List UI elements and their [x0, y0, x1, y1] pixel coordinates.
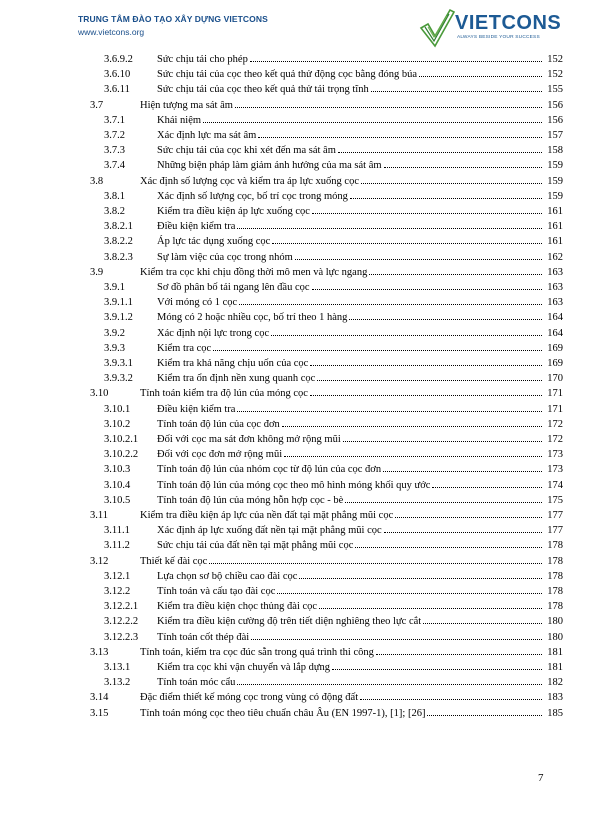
toc-entry-number: 3.8 [90, 175, 104, 187]
dot-leader [235, 107, 542, 108]
toc-entry-title: Khái niệm [157, 114, 202, 126]
toc-entry-page: 171 [547, 388, 563, 400]
dot-leader [384, 532, 542, 533]
toc-entry-number: 3.10.2.2 [104, 449, 139, 461]
toc-entry-title: Lựa chọn sơ bộ chiều cao đài cọc [157, 570, 298, 582]
toc-entry-page: 155 [547, 84, 563, 96]
toc-entry-line [157, 523, 563, 538]
toc-entry-number: 3.6.11 [104, 84, 130, 96]
toc-entry-line [157, 402, 563, 417]
toc-entry-title: Tính toán cốt thép đài [157, 631, 250, 643]
dot-leader [332, 669, 542, 670]
toc-entry-title: Thiết kế đài cọc [140, 555, 208, 567]
toc-entry-line [157, 569, 563, 584]
toc-entry-number: 3.8.2.3 [104, 251, 133, 263]
toc-entry-number: 3.7.2 [104, 130, 125, 141]
dot-leader [237, 684, 542, 685]
toc-entry-page: 178 [547, 555, 563, 567]
dot-leader [312, 289, 542, 290]
toc-entry-line [157, 82, 563, 97]
toc-entry-number: 3.10 [90, 388, 109, 400]
toc-entry[interactable] [0, 128, 591, 143]
dot-leader [272, 243, 542, 244]
dot-leader [250, 61, 542, 62]
toc-entry-number: 3.10.2 [104, 418, 131, 430]
toc-entry-line [157, 584, 563, 599]
toc-entry-line [157, 250, 563, 265]
toc-entry-page: 161 [547, 221, 563, 233]
dot-leader [237, 228, 542, 229]
toc-entry-title: Tính toán móc cẩu [157, 677, 236, 689]
dot-leader [369, 274, 542, 275]
toc-entry-page: 178 [547, 601, 563, 613]
toc-entry-page: 172 [547, 434, 563, 445]
dot-leader [376, 654, 542, 655]
toc-entry-page: 181 [547, 662, 563, 673]
toc-entry-line [140, 174, 563, 189]
toc-entry-line [157, 630, 563, 645]
dot-leader [355, 547, 542, 548]
toc-entry-title: Tính toán độ lún của nhóm cọc từ độ lún của cọc đơn [157, 464, 382, 476]
toc-entry-page: 159 [547, 190, 563, 202]
toc-entry-page: 185 [547, 707, 563, 719]
toc-entry-number: 3.10.2.1 [104, 434, 139, 445]
toc-entry[interactable] [0, 265, 591, 280]
toc-entry-number: 3.11.2 [104, 540, 130, 552]
toc-entry[interactable] [0, 417, 591, 432]
toc-entry-title: Tính toán độ lún của móng cọc theo mô hình móng khối quy ước [157, 479, 431, 491]
toc-entry-number: 3.10.4 [104, 479, 131, 491]
toc-entry[interactable] [0, 280, 591, 295]
toc-entry[interactable] [0, 554, 591, 569]
dot-leader [423, 623, 542, 624]
toc-entry[interactable] [0, 341, 591, 356]
dot-leader [345, 502, 542, 503]
toc-entry[interactable] [0, 493, 591, 508]
toc-entry-title: Hiện tượng ma sát âm [140, 99, 233, 111]
toc-entry-number: 3.9.1 [104, 282, 125, 293]
toc-entry-line [140, 554, 563, 569]
toc-entry-number: 3.6.10 [104, 69, 131, 81]
toc-entry-title: Tính toán kiểm tra độ lún của móng cọc [140, 388, 308, 400]
dot-leader [213, 350, 542, 351]
toc-entry-number: 3.7.1 [104, 114, 125, 126]
toc-entry-number: 3.14 [90, 692, 109, 704]
toc-entry-title: Điều kiện kiểm tra [157, 403, 236, 415]
dot-leader [350, 198, 542, 199]
toc-entry-line [157, 599, 563, 614]
toc-entry-title: Sức chịu tải của cọc khi xét đến ma sát âm [157, 145, 336, 157]
toc-entry-title: Kiểm tra điều kiện cường độ trên tiết diện nghiêng theo lực cắt [157, 616, 422, 628]
vietcons-logo [419, 8, 569, 48]
toc-entry-page: 171 [547, 403, 563, 415]
toc-entry-line [140, 706, 563, 721]
toc-entry-page: 178 [547, 540, 563, 552]
toc-entry-page: 162 [547, 251, 563, 263]
toc-entry-page: 156 [547, 99, 563, 111]
toc-entry-page: 183 [547, 692, 563, 704]
dot-leader [432, 487, 542, 488]
toc-entry-page: 170 [547, 373, 563, 385]
toc-entry-title: Xác định số lượng cọc, bố trí cọc trong móng [157, 190, 348, 202]
toc-entry-title: Sức chịu tải của cọc theo kết quả thử tải trọng tĩnh [157, 84, 369, 96]
toc-entry-line [157, 189, 563, 204]
toc-entry[interactable] [0, 706, 591, 721]
dot-leader [209, 563, 542, 564]
toc-entry[interactable] [0, 478, 591, 493]
toc-entry-line [157, 52, 563, 67]
toc-entry[interactable] [0, 675, 591, 690]
toc-entry[interactable] [0, 584, 591, 599]
toc-entry[interactable] [0, 356, 591, 371]
dot-leader [343, 441, 542, 442]
toc-entry-page: 161 [547, 206, 563, 217]
dot-leader [338, 152, 542, 153]
toc-entry[interactable] [0, 234, 591, 249]
dot-leader [239, 304, 542, 305]
toc-entry-number: 3.12.2.2 [104, 616, 139, 628]
toc-entry[interactable] [0, 67, 591, 82]
dot-leader [258, 137, 542, 138]
toc-entry-page: 180 [547, 616, 563, 628]
toc-entry-page: 180 [547, 631, 563, 643]
logo-tagline: ALWAYS BESIDE YOUR SUCCESS [457, 35, 540, 40]
dot-leader [383, 471, 542, 472]
toc-entry[interactable] [0, 630, 591, 645]
toc-entry-number: 3.9.3 [104, 342, 125, 354]
toc-entry-number: 3.6.9.2 [104, 54, 133, 65]
toc-entry[interactable] [0, 402, 591, 417]
toc-entry-title: Kiểm tra điều kiện áp lực xuống cọc [157, 206, 310, 217]
toc-entry-line [157, 295, 563, 310]
toc-entry-line [140, 645, 563, 660]
toc-entry-page: 173 [547, 449, 563, 461]
toc-entry-page: 181 [547, 646, 563, 658]
org-name: TRUNG TÂM ĐÀO TẠO XÂY DỰNG VIETCONS [78, 14, 268, 24]
toc-entry-line [157, 493, 563, 508]
toc-entry-line [157, 234, 563, 249]
toc-entry-title: Kiểm tra điều kiện chọc thủng đài cọc [157, 601, 318, 613]
toc-entry[interactable] [0, 614, 591, 629]
dot-leader [419, 76, 542, 77]
toc-entry-title: Đối với cọc đơn mở rộng mũi [157, 449, 283, 461]
toc-entry-page: 158 [547, 145, 563, 157]
toc-entry-page: 182 [547, 677, 563, 689]
toc-entry-title: Đối với cọc ma sát đơn không mở rộng mũi [157, 434, 341, 445]
toc-entry[interactable] [0, 143, 591, 158]
dot-leader [395, 517, 542, 518]
toc-entry-number: 3.8.1 [104, 190, 125, 202]
toc-entry-title: Sự làm việc của cọc trong nhóm [157, 251, 293, 263]
toc-entry-number: 3.7 [90, 99, 104, 111]
dot-leader [237, 411, 542, 412]
toc-entry-title: Xác định số lượng cọc và kiểm tra áp lực xuống cọc [140, 175, 359, 187]
toc-entry-line [157, 371, 563, 386]
toc-entry-number: 3.12.2.1 [104, 601, 139, 613]
page-number: 7 [538, 772, 544, 784]
toc-entry-line [157, 143, 563, 158]
toc-entry-page: 164 [547, 327, 563, 339]
toc-entry-page: 152 [547, 69, 563, 81]
toc-entry-number: 3.12.2.3 [104, 631, 139, 643]
toc-entry-title: Móng có 2 hoặc nhiều cọc, bố trí theo 1 hàng [157, 312, 348, 324]
toc-entry[interactable] [0, 645, 591, 660]
toc-entry-title: Kiểm tra cọc [157, 342, 212, 354]
toc-entry-title: Áp lực tác dụng xuống cọc [157, 236, 271, 248]
toc-entry-line [157, 219, 563, 234]
toc-entry-line [157, 675, 563, 690]
toc-entry-page: 163 [547, 297, 563, 309]
dot-leader [277, 593, 542, 594]
toc-entry-page: 152 [547, 54, 563, 65]
toc-entry-title: Xác định nội lực trong cọc [157, 327, 270, 339]
toc-entry-line [140, 508, 563, 523]
toc-entry[interactable] [0, 219, 591, 234]
toc-entry-page: 163 [547, 282, 563, 293]
toc-entry-line [157, 310, 563, 325]
toc-entry-page: 159 [547, 175, 563, 187]
toc-entry-number: 3.8.2.2 [104, 236, 133, 248]
toc-entry-number: 3.7.4 [104, 160, 125, 172]
toc-entry-number: 3.8.2.1 [104, 221, 133, 233]
toc-entry[interactable] [0, 310, 591, 325]
toc-entry-line [157, 417, 563, 432]
toc-entry-line [140, 386, 563, 401]
toc-entry-number: 3.12.2 [104, 586, 131, 597]
dot-leader [312, 213, 542, 214]
toc-entry-page: 174 [547, 479, 563, 491]
dot-leader [284, 456, 542, 457]
toc-entry[interactable] [0, 432, 591, 447]
toc-entry-line [157, 113, 563, 128]
toc-entry-page: 172 [547, 418, 563, 430]
toc-entry-title: Sức chịu tải cho phép [157, 54, 248, 65]
toc-entry-number: 3.9.3.1 [104, 358, 133, 369]
dot-leader [310, 395, 542, 396]
dot-leader [251, 639, 542, 640]
toc-entry[interactable] [0, 371, 591, 386]
toc-entry-title: Tính toán móng cọc theo tiêu chuẩn châu Âu (EN 1997-1), [1]; [26] [140, 707, 426, 719]
toc-entry[interactable] [0, 174, 591, 189]
toc-entry-line [140, 265, 563, 280]
toc-entry[interactable] [0, 158, 591, 173]
toc-entry[interactable] [0, 447, 591, 462]
toc-entry-line [157, 660, 563, 675]
toc-entry-title: Xác định áp lực xuống đất nền tại mặt phẳng mũi cọc [157, 525, 382, 537]
toc-entry-page: 178 [547, 586, 563, 597]
dot-leader [282, 426, 542, 427]
toc-entry-line [140, 690, 563, 705]
toc-entry-number: 3.13.2 [104, 677, 131, 689]
logo-wordmark: VIETCONS [455, 12, 562, 34]
toc-entry-number: 3.8.2 [104, 206, 125, 217]
toc-entry-number: 3.11.1 [104, 525, 130, 537]
toc-entry[interactable] [0, 569, 591, 584]
dot-leader [203, 122, 542, 123]
toc-entry-title: Tính toán độ lún của cọc đơn [157, 418, 280, 430]
toc-entry-line [157, 204, 563, 219]
toc-entry[interactable] [0, 295, 591, 310]
toc-entry-title: Tính toán độ lún của móng hỗn hợp cọc - bè [157, 494, 344, 506]
toc-entry[interactable] [0, 82, 591, 97]
toc-entry-line [157, 447, 563, 462]
toc-entry-number: 3.7.3 [104, 145, 125, 157]
toc-entry-title: Sơ đồ phân bố tải ngang lên đầu cọc [157, 282, 310, 293]
toc-entry[interactable] [0, 462, 591, 477]
toc-entry-title: Sức chịu tải của đất nền tại mặt phẳng mũi cọc [157, 540, 354, 552]
toc-entry-number: 3.9.2 [104, 327, 125, 339]
toc-entry-page: 169 [547, 342, 563, 354]
toc-entry-title: Điều kiện kiểm tra [157, 221, 236, 233]
toc-entry-title: Tính toán và cấu tạo đài cọc [157, 586, 276, 597]
toc-entry-page: 156 [547, 114, 563, 126]
toc-entry-number: 3.10.5 [104, 494, 131, 506]
toc-entry-title: Kiểm tra cọc khi chịu đồng thời mô men và lực ngang [140, 266, 368, 278]
toc-entry-page: 159 [547, 160, 563, 172]
toc-entry-number: 3.12 [90, 555, 109, 567]
toc-entry-number: 3.9.1.2 [104, 312, 133, 324]
toc-entry-line [157, 538, 563, 553]
toc-entry-page: 177 [547, 525, 563, 537]
toc-entry-title: Những biện pháp làm giảm ảnh hưởng của ma sát âm [157, 160, 382, 172]
toc-entry-page: 178 [547, 570, 563, 582]
toc-entry[interactable] [0, 599, 591, 614]
dot-leader [360, 699, 542, 700]
toc-entry-page: 157 [547, 130, 563, 141]
toc-entry[interactable] [0, 113, 591, 128]
toc-entry-line [157, 432, 563, 447]
toc-entry-number: 3.12.1 [104, 570, 131, 582]
checkmark-logo-icon [419, 8, 455, 48]
toc-entry-title: Đặc điểm thiết kế móng cọc trong vùng có động đất [140, 692, 359, 704]
toc-entry-number: 3.9.1.1 [104, 297, 133, 309]
toc-entry-page: 177 [547, 510, 563, 521]
dot-leader [317, 380, 542, 381]
toc-entry-title: Tính toán, kiểm tra cọc đúc sẵn trong quá trình thi công [140, 646, 374, 658]
toc-entry-line [157, 462, 563, 477]
dot-leader [371, 91, 542, 92]
toc-entry-number: 3.10.1 [104, 403, 131, 415]
dot-leader [310, 365, 542, 366]
toc-entry[interactable] [0, 538, 591, 553]
toc-entry-number: 3.13 [90, 646, 109, 658]
toc-entry[interactable] [0, 204, 591, 219]
toc-entry-number: 3.9 [90, 266, 104, 278]
toc-entry-title: Kiểm tra điều kiện áp lực của nền đất tại mặt phẳng mũi cọc [140, 510, 394, 521]
toc-entry-line [157, 326, 563, 341]
toc-entry[interactable] [0, 326, 591, 341]
toc-entry-title: Sức chịu tải của cọc theo kết quả thử động cọc bằng đóng búa [157, 69, 418, 81]
dot-leader [299, 578, 542, 579]
toc-entry[interactable] [0, 52, 591, 67]
toc-entry-line [157, 128, 563, 143]
toc-entry-line [157, 356, 563, 371]
toc-entry-line [157, 614, 563, 629]
toc-entry-number: 3.11 [90, 510, 108, 521]
toc-entry-line [157, 67, 563, 82]
toc-entry-title: Kiểm tra ổn định nền xung quanh cọc [157, 373, 316, 385]
toc-entry-number: 3.13.1 [104, 662, 131, 673]
toc-entry-title: Xác định lực ma sát âm [157, 130, 257, 141]
toc-entry-title: Kiểm tra khả năng chịu uốn của cọc [157, 358, 309, 369]
toc-entry-line [157, 341, 563, 356]
toc-entry-number: 3.9.3.2 [104, 373, 133, 385]
toc-entry-page: 161 [547, 236, 563, 248]
toc-entry-number: 3.10.3 [104, 464, 131, 476]
toc-entry-page: 175 [547, 494, 563, 506]
toc-entry[interactable] [0, 189, 591, 204]
dot-leader [361, 183, 542, 184]
toc-entry-page: 169 [547, 358, 563, 369]
dot-leader [295, 259, 542, 260]
toc-entry-page: 164 [547, 312, 563, 324]
dot-leader [427, 715, 542, 716]
toc-entry[interactable] [0, 250, 591, 265]
toc-entry[interactable] [0, 660, 591, 675]
toc-entry[interactable] [0, 523, 591, 538]
dot-leader [271, 335, 542, 336]
toc-entry[interactable] [0, 508, 591, 523]
toc-entry-line [140, 98, 563, 113]
toc-entry-line [157, 280, 563, 295]
page-header [0, 0, 591, 50]
toc-entry[interactable] [0, 690, 591, 705]
dot-leader [349, 319, 542, 320]
toc-entry-number: 3.15 [90, 707, 109, 719]
toc-entry[interactable] [0, 98, 591, 113]
toc-entry-page: 163 [547, 266, 563, 278]
toc-entry-line [157, 158, 563, 173]
dot-leader [384, 167, 542, 168]
toc-entry-title: Với móng có 1 cọc [157, 297, 238, 309]
toc-entry[interactable] [0, 386, 591, 401]
toc-entry-page: 173 [547, 464, 563, 476]
org-website[interactable]: www.vietcons.org [78, 27, 145, 37]
dot-leader [319, 608, 542, 609]
toc-entry-line [157, 478, 563, 493]
toc-entry-title: Kiểm tra cọc khi vận chuyển và lắp dựng [157, 662, 331, 673]
